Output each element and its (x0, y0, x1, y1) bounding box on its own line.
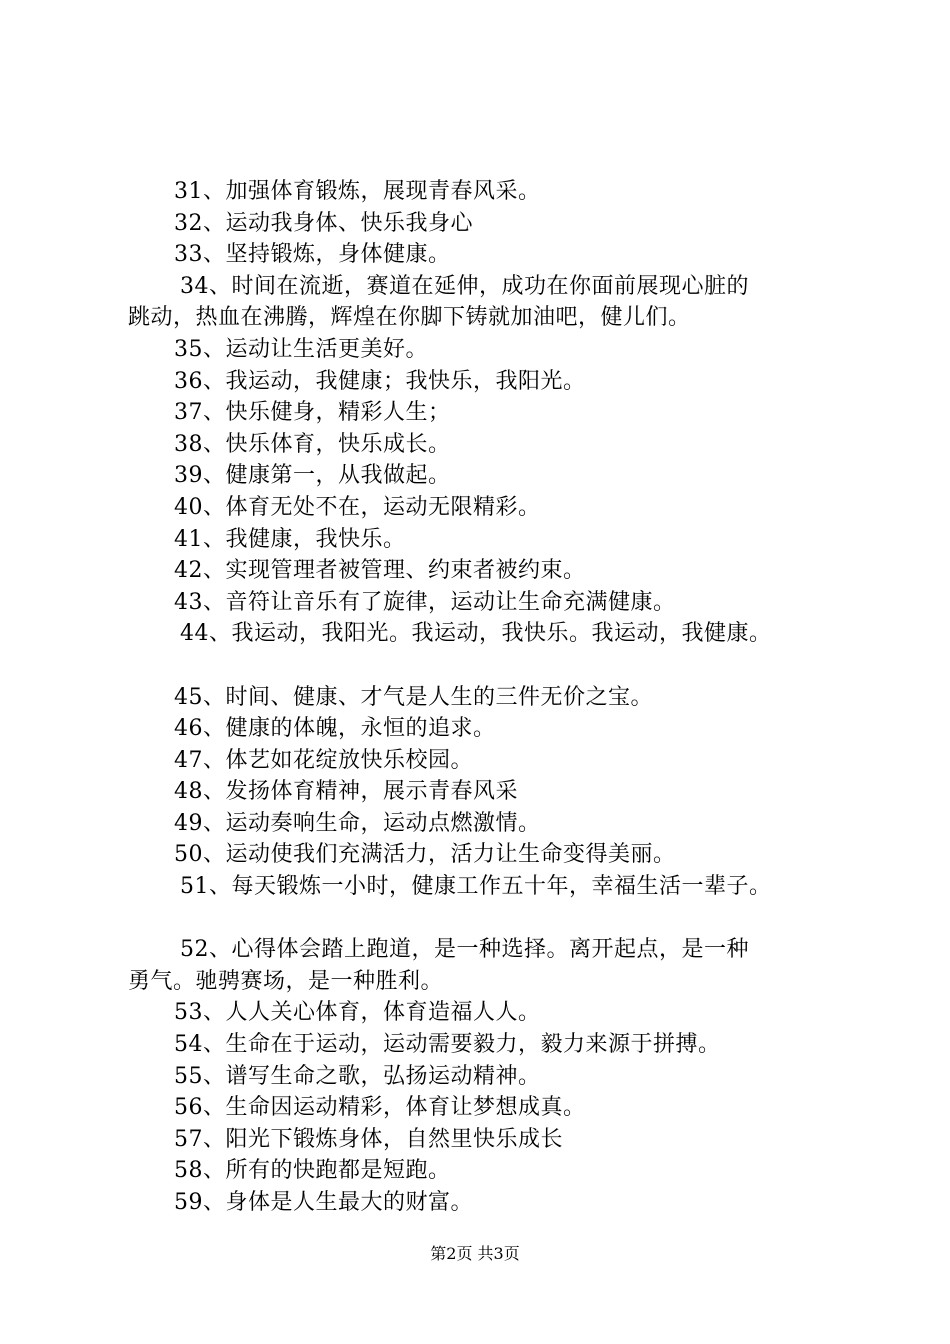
list-item: 32、运动我身体、快乐我身心 (174, 210, 473, 236)
list-item: 47、体艺如花绽放快乐校园。 (174, 747, 473, 773)
page-footer: 第2页 共3页 (430, 1244, 520, 1263)
list-item: 57、阳光下锻炼身体，自然里快乐成长 (174, 1126, 563, 1152)
list-item: 33、坚持锻炼，身体健康。 (174, 242, 451, 268)
list-item: 38、快乐体育，快乐成长。 (174, 431, 451, 457)
list-item: 43、音符让音乐有了旋律，运动让生命充满健康。 (174, 589, 676, 615)
list-item: 36、我运动，我健康；我快乐，我阳光。 (174, 368, 586, 394)
list-item: 49、运动奏响生命，运动点燃激情。 (174, 810, 541, 836)
list-item: 37、快乐健身，精彩人生； (174, 400, 451, 426)
list-item: 56、生命因运动精彩，体育让梦想成真。 (174, 1095, 586, 1121)
list-item: 40、体育无处不在，运动无限精彩。 (174, 494, 541, 520)
list-item-continuation: 勇气。驰骋赛场，是一种胜利。 (128, 968, 444, 994)
list-item: 53、人人关心体育，体育造福人人。 (174, 1000, 541, 1026)
list-item: 58、所有的快跑都是短跑。 (174, 1158, 451, 1184)
list-item: 52、心得体会踏上跑道，是一种选择。离开起点，是一种 (180, 937, 749, 963)
list-item: 44、我运动，我阳光。我运动，我快乐。我运动，我健康。 (180, 621, 772, 647)
list-item: 42、实现管理者被管理、约束者被约束。 (174, 558, 586, 584)
slogan-list (128, 176, 858, 1219)
list-item: 59、身体是人生最大的财富。 (174, 1190, 473, 1215)
list-item: 41、我健康，我快乐。 (174, 526, 406, 552)
list-item: 55、谱写生命之歌，弘扬运动精神。 (174, 1063, 541, 1089)
list-item: 35、运动让生活更美好。 (174, 336, 428, 362)
list-item: 51、每天锻炼一小时，健康工作五十年，幸福生活一辈子。 (180, 874, 772, 900)
list-item: 50、运动使我们充满活力，活力让生命变得美丽。 (174, 842, 676, 868)
list-item: 54、生命在于运动，运动需要毅力，毅力来源于拼搏。 (174, 1032, 721, 1058)
list-item: 31、加强体育锻炼，展现青春风采。 (174, 179, 541, 204)
list-item-continuation: 跳动，热血在沸腾，辉煌在你脚下铸就加油吧，健儿们。 (128, 305, 691, 331)
list-item: 34、时间在流逝，赛道在延伸，成功在你面前展现心脏的 (180, 273, 749, 299)
list-item: 48、发扬体育精神，展示青春风采 (174, 779, 518, 805)
list-item: 46、健康的体魄，永恒的追求。 (174, 716, 496, 742)
list-item: 45、时间、健康、才气是人生的三件无价之宝。 (174, 684, 653, 710)
blank-line (128, 903, 858, 935)
list-item: 39、健康第一，从我做起。 (174, 463, 451, 489)
blank-line (128, 650, 858, 682)
